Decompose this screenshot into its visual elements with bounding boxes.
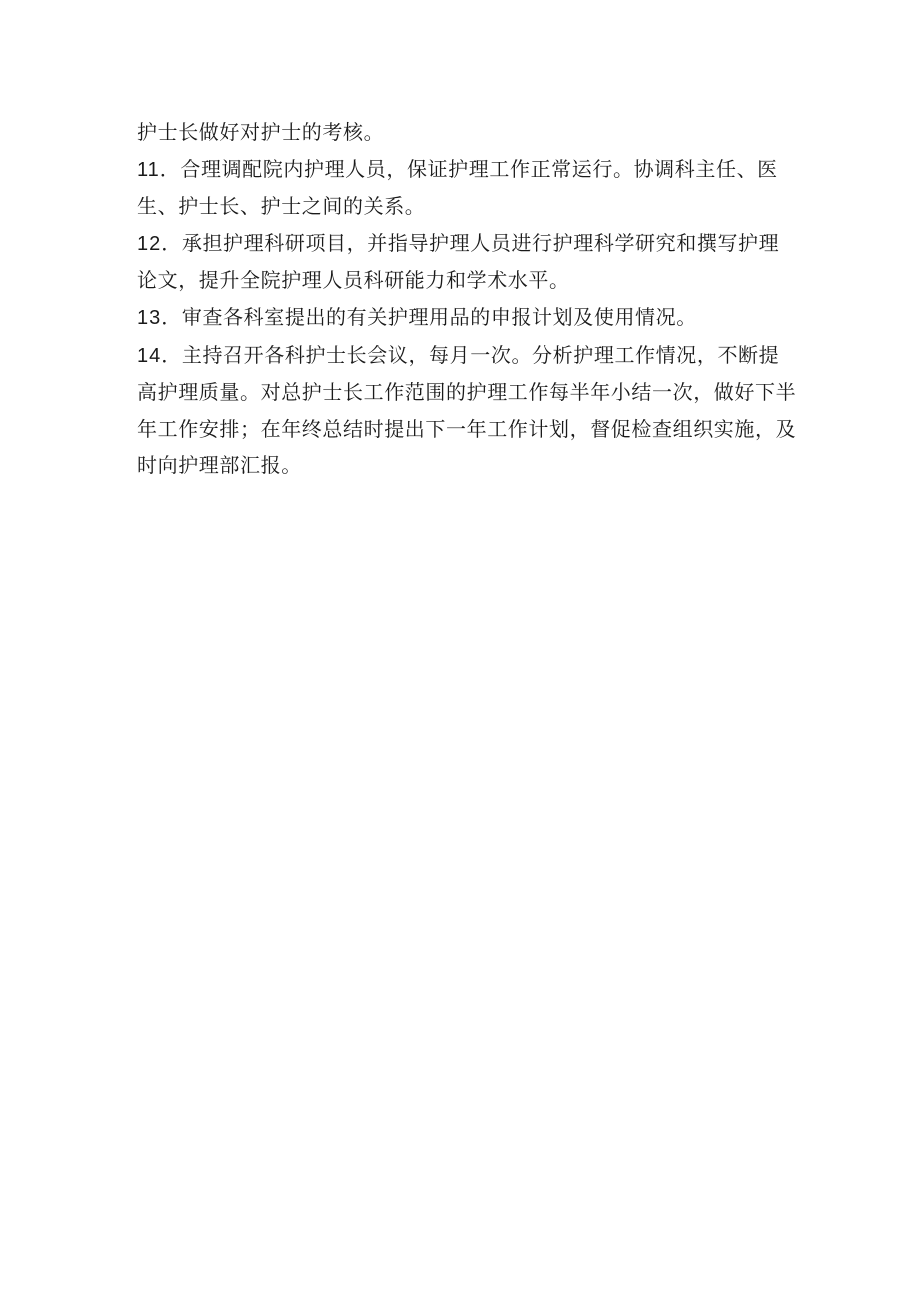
- item-text: 主持召开各科护士长会议，每月一次。分析护理工作情况，不断提高护理质量。对总护士长工作范围的护理工作每半年小结一次，做好下半年工作安排；在年终总结时提出下一年工作计划，督促检查组织实施，及时向护理部汇报。: [137, 342, 797, 478]
- item-separator: ．: [159, 156, 181, 181]
- item-number: 14: [137, 344, 162, 367]
- list-item: [137, 299, 797, 337]
- item-number: 12: [137, 232, 162, 255]
- item-text: 承担护理科研项目，并指导护理人员进行护理科学研究和撰写护理论文，提升全院护理人员科研能力和学术水平。: [137, 230, 780, 293]
- list-item: [137, 337, 797, 484]
- item-number: 13: [137, 306, 162, 329]
- continuation-paragraph: 护士长做好对护士的考核。: [137, 120, 385, 144]
- list-item: [137, 225, 797, 299]
- item-text: 审查各科室提出的有关护理用品的申报计划及使用情况。: [181, 304, 697, 329]
- item-number: 11: [137, 158, 160, 181]
- item-separator: ．: [161, 230, 182, 255]
- item-text: 合理调配院内护理人员，保证护理工作正常运行。协调科主任、医生、护士长、护士之间的关系。: [137, 156, 778, 219]
- document-body: [137, 114, 797, 484]
- item-separator: ．: [161, 342, 182, 367]
- item-separator: ．: [161, 304, 182, 329]
- list-item: [137, 151, 797, 225]
